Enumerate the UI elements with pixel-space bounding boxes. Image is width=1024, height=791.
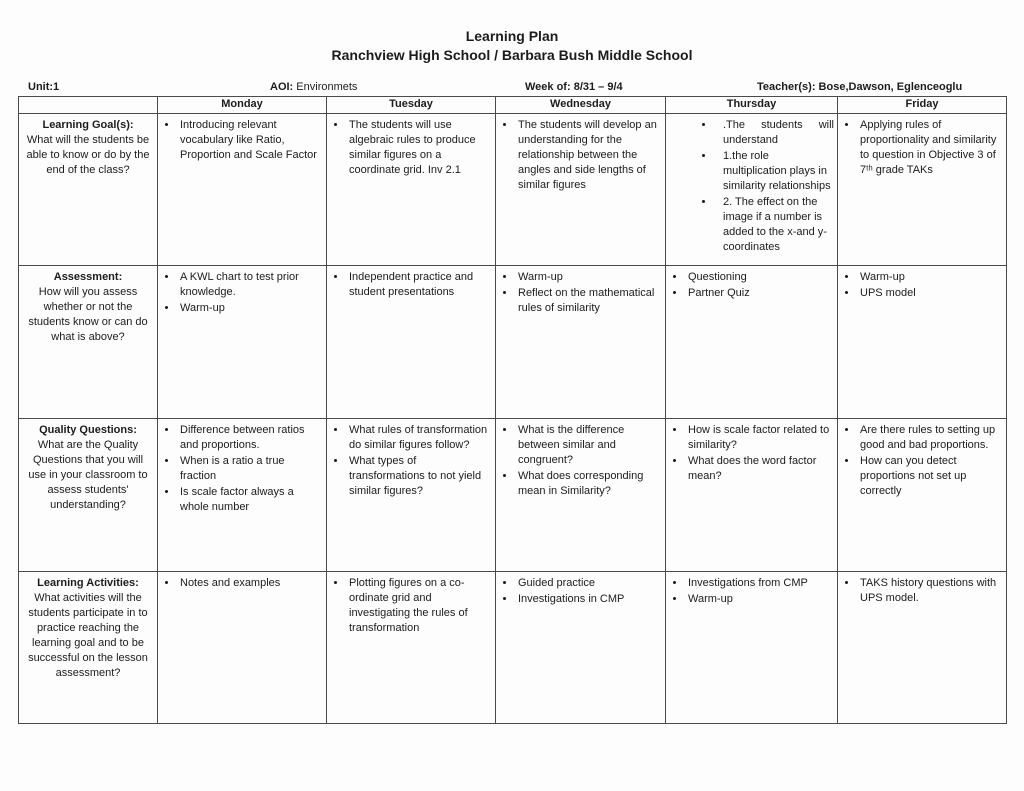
bullet-item: • TAKS history questions with UPS model. <box>858 576 1003 606</box>
bullet-list <box>330 576 492 636</box>
title-line-1: Learning Plan <box>465 28 559 44</box>
week-field <box>525 81 623 94</box>
bullet-item: • Independent practice and student presentations <box>347 270 492 300</box>
row-label-description: What activities will the students participate in to practice reaching the learning goal and to be successful on the lesson assessment? <box>28 592 148 679</box>
day-cell <box>158 114 327 266</box>
bullet-list <box>841 576 1003 606</box>
unit-value: 1 <box>53 81 60 93</box>
row-label <box>19 572 158 724</box>
day-header: Thursday <box>666 97 838 114</box>
day-cell <box>838 572 1007 724</box>
day-cell <box>496 572 666 724</box>
bullet-list <box>161 118 323 163</box>
row-label-description: How will you assess whether or not the students know or can do what is above? <box>28 286 148 343</box>
aoi-label: AOI: <box>270 81 294 93</box>
bullet-item: • .The students will understand <box>715 118 834 148</box>
bullet-list <box>841 423 1003 499</box>
teacher-field <box>757 81 962 94</box>
table-row <box>19 419 1007 572</box>
bullet-item: • Partner Quiz <box>686 286 834 301</box>
row-label-title: Assessment: <box>53 271 123 283</box>
day-cell <box>158 266 327 419</box>
bullet-item: • Warm-up <box>858 270 1003 285</box>
bullet-item: • How can you detect proportions not set up correctly <box>858 454 1003 499</box>
bullet-list <box>161 270 323 316</box>
bullet-item: • Reflect on the mathematical rules of similarity <box>516 286 662 316</box>
bullet-list <box>669 270 834 301</box>
day-cell <box>496 419 666 572</box>
day-header: Tuesday <box>327 97 496 114</box>
bullet-list <box>161 423 323 515</box>
bullet-list <box>161 576 323 591</box>
unit-label: Unit: <box>28 81 54 93</box>
week-value: 8/31 – 9/4 <box>573 81 623 93</box>
corner-cell <box>19 97 158 114</box>
table-row <box>19 114 1007 266</box>
bullet-item: • Warm-up <box>516 270 662 285</box>
bullet-list <box>669 118 834 255</box>
day-cell <box>158 572 327 724</box>
day-cell <box>666 572 838 724</box>
bullet-item: • What types of transformations to not yield similar figures? <box>347 454 492 499</box>
row-label <box>19 114 158 266</box>
bullet-item: • Investigations in CMP <box>516 592 662 607</box>
unit-field <box>28 81 59 94</box>
bullet-item: • Notes and examples <box>178 576 323 591</box>
bullet-item: • What does corresponding mean in Similarity? <box>516 469 662 499</box>
bullet-list <box>841 270 1003 301</box>
bullet-item: • What does the word factor mean? <box>686 454 834 484</box>
bullet-list <box>841 118 1003 178</box>
day-cell <box>496 114 666 266</box>
day-cell <box>666 114 838 266</box>
week-label: Week of: <box>525 81 571 93</box>
day-cell <box>327 419 496 572</box>
document-title <box>0 27 1024 65</box>
bullet-list <box>330 270 492 300</box>
day-cell <box>838 419 1007 572</box>
bullet-item: • 2. The effect on the image if a number is added to the x-and y-coordinates <box>715 195 834 255</box>
teacher-label: Teacher(s): <box>757 81 816 93</box>
aoi-field <box>270 81 357 94</box>
bullet-item: • Guided practice <box>516 576 662 591</box>
title-line-2: Ranchview High School / Barbara Bush Middle School <box>331 47 693 63</box>
bullet-item: • Are there rules to setting up good and bad proportions. <box>858 423 1003 453</box>
bullet-item: • Is scale factor always a whole number <box>178 485 323 515</box>
bullet-item: • A KWL chart to test prior knowledge. <box>178 270 323 300</box>
bullet-item: • Investigations from CMP <box>686 576 834 591</box>
bullet-item: • Questioning <box>686 270 834 285</box>
row-label-description: What are the Quality Questions that you will use in your classroom to assess students' understanding? <box>28 439 148 511</box>
bullet-item: • Warm-up <box>178 301 323 316</box>
bullet-list <box>669 423 834 484</box>
day-cell <box>158 419 327 572</box>
bullet-list <box>499 270 662 316</box>
day-cell <box>838 114 1007 266</box>
table-header-row <box>19 97 1007 114</box>
aoi-value: Environmets <box>296 81 358 93</box>
bullet-item: • The students will develop an understanding for the relationship between the angles and side lengths of similar figures <box>516 118 662 193</box>
bullet-item: • How is scale factor related to similarity? <box>686 423 834 453</box>
day-header: Monday <box>158 97 327 114</box>
row-label-title: Quality Questions: <box>39 424 137 436</box>
row-label <box>19 266 158 419</box>
teacher-value: Bose,Dawson, Eglenceoglu <box>818 81 963 93</box>
bullet-list <box>669 576 834 607</box>
day-cell <box>327 572 496 724</box>
bullet-item: • Plotting figures on a co-ordinate grid and investigating the rules of transformation <box>347 576 492 636</box>
day-cell <box>838 266 1007 419</box>
day-cell <box>327 114 496 266</box>
bullet-item: • What is the difference between similar and congruent? <box>516 423 662 468</box>
bullet-list <box>499 423 662 499</box>
row-label-title: Learning Goal(s): <box>42 119 134 131</box>
bullet-item: • UPS model <box>858 286 1003 301</box>
day-cell <box>496 266 666 419</box>
bullet-item: • Difference between ratios and proportions. <box>178 423 323 453</box>
row-label-description: What will the students be able to know or do by the end of the class? <box>26 134 150 176</box>
bullet-list <box>499 118 662 193</box>
day-cell <box>666 266 838 419</box>
bullet-item: • Applying rules of proportionality and similarity to question in Objective 3 of 7ᵗʰ grade TAKs <box>858 118 1003 178</box>
bullet-list <box>499 576 662 607</box>
day-header: Wednesday <box>496 97 666 114</box>
bullet-item: • 1.the role multiplication plays in similarity relationships <box>715 149 834 194</box>
bullet-list <box>330 118 492 178</box>
day-cell <box>327 266 496 419</box>
row-label <box>19 419 158 572</box>
table-row <box>19 572 1007 724</box>
learning-plan-table <box>18 96 1007 724</box>
bullet-item: • Introducing relevant vocabulary like Ratio, Proportion and Scale Factor <box>178 118 323 163</box>
bullet-item: • The students will use algebraic rules to produce similar figures on a coordinate grid. Inv 2.1 <box>347 118 492 178</box>
bullet-list <box>330 423 492 499</box>
table-row <box>19 266 1007 419</box>
day-cell <box>666 419 838 572</box>
bullet-item: • When is a ratio a true fraction <box>178 454 323 484</box>
day-header: Friday <box>838 97 1007 114</box>
row-label-title: Learning Activities: <box>37 577 139 589</box>
bullet-item: • What rules of transformation do similar figures follow? <box>347 423 492 453</box>
bullet-item: • Warm-up <box>686 592 834 607</box>
